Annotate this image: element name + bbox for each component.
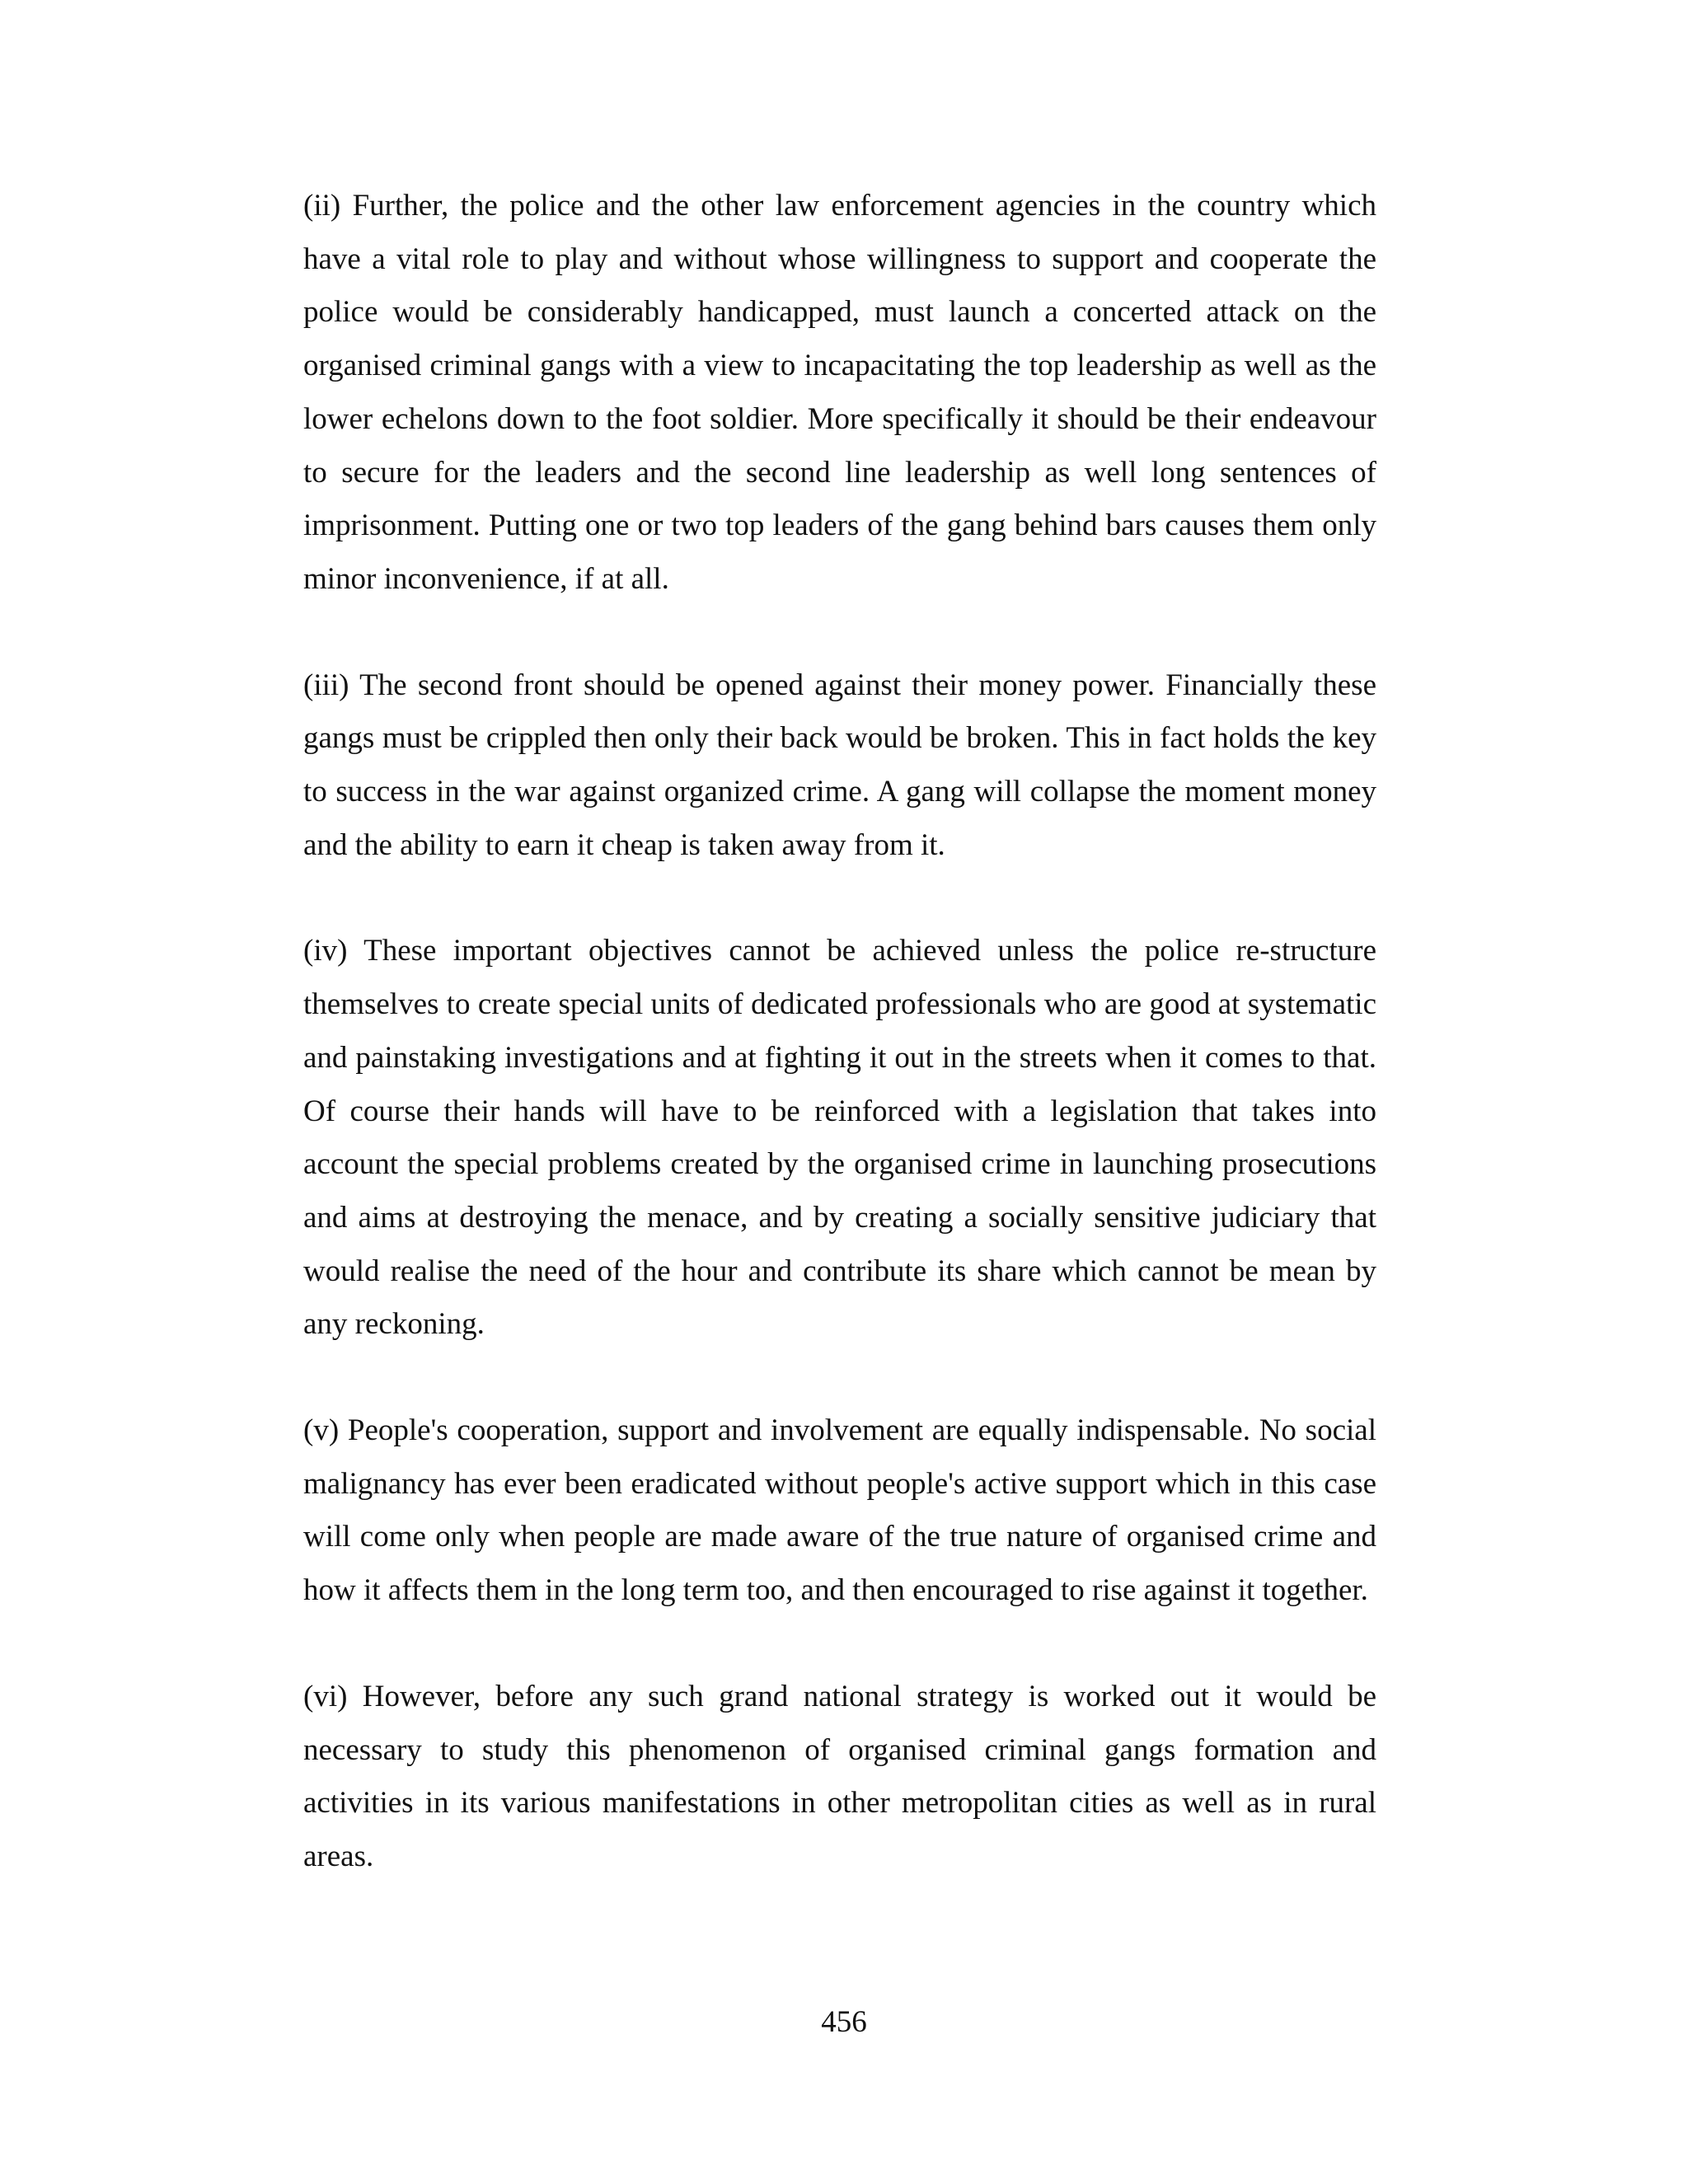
document-body — [303, 180, 1376, 1884]
paragraph-vi: (vi) However, before any such grand national strategy is worked out it would be necessary to study this phenomenon of organised criminal gangs formation and activities in its various manifestations in other metropolitan cities as well as in rural areas. — [303, 1679, 1376, 1873]
paragraph-iii: (iii) The second front should be opened against their money power. Financially these gangs must be crippled then only their back would be broken. This in fact holds the key to success in the war against organized crime. A gang will collapse the moment money and the ability to earn it cheap is taken away from it. — [303, 668, 1376, 862]
paragraph-iv: (iv) These important objectives cannot be achieved unless the police re-structure themselves to create special units of dedicated professionals who are good at systematic and painstaking investigations and at fighting it out in the streets when it comes to that. Of course their hands will have to be reinforced with a legislation that takes into account the special problems created by the organised crime in launching prosecutions and aims at destroying the menace, and by creating a socially sensitive judiciary that would realise the need of the hour and contribute its share which cannot be mean by any reckoning. — [303, 934, 1376, 1342]
paragraph-ii: (ii) Further, the police and the other law enforcement agencies in the country which have a vital role to play and without whose willingness to support and cooperate the police would be considerably handicapped, must launch a concerted attack on the organised criminal gangs with a view to incapacitating the top leadership as well as the lower echelons down to the foot soldier. More specifically it should be their endeavour to secure for the leaders and the second line leadership as well long sentences of imprisonment. Putting one or two top leaders of the gang behind bars causes them only minor inconvenience, if at all. — [303, 189, 1376, 596]
paragraph-v: (v) People's cooperation, support and involvement are equally indispensable. No social malignancy has ever been eradicated without people's active support which in this case will come only when people are made aware of the true nature of organised crime and how it affects them in the long term too, and then encouraged to rise against it together. — [303, 1413, 1376, 1608]
page-number: 456 — [821, 2005, 867, 2039]
